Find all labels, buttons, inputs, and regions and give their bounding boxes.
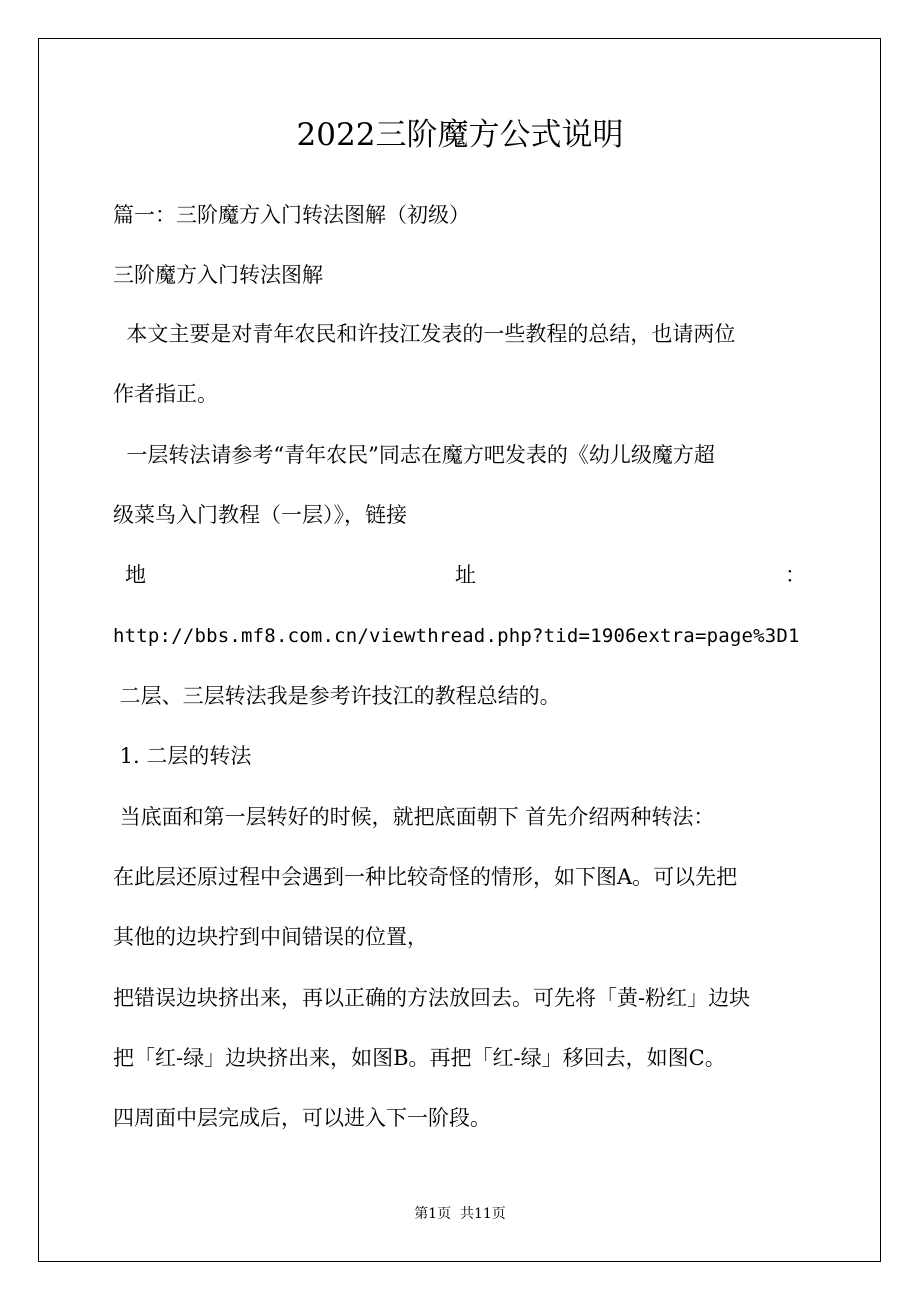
address-line <box>113 560 806 590</box>
paragraph-line: 二层、三层转法我是参考许技江的教程总结的。 <box>113 684 561 708</box>
paragraph-line: 作者指正。 <box>113 382 218 406</box>
numbered-heading: 1. 二层的转法 <box>113 744 252 768</box>
address-label-middle: 址 <box>455 563 476 587</box>
paragraph-line: 当底面和第一层转好的时候，就把底面朝下 首先介绍两种转法： <box>113 805 715 829</box>
address-colon: ： <box>785 563 806 587</box>
paragraph-line: 一层转法请参考“青年农民”同志在魔方吧发表的《幼儿级魔方超 <box>113 443 715 467</box>
page-footer: 第1页 共11页 <box>414 1206 506 1222</box>
paragraph-line: 级菜鸟入门教程（一层）》，链接 <box>113 503 407 527</box>
paragraph-line: 在此层还原过程中会遇到一种比较奇怪的情形，如下图A。可以先把 <box>113 865 738 889</box>
address-label-left: 地 <box>125 563 146 587</box>
document-title: 2022三阶魔方公式说明 <box>296 117 624 153</box>
paragraph-line: 把「红-绿」边块挤出来，如图B。再把「红-绿」移回去，如图C。 <box>113 1046 726 1070</box>
subheading: 三阶魔方入门转法图解 <box>113 263 323 287</box>
url-link[interactable]: http://bbs.mf8.com.cn/viewthread.php?tid=1906extra=page%3D1 <box>113 625 800 647</box>
paragraph-line: 四周面中层完成后，可以进入下一阶段。 <box>113 1106 491 1130</box>
section-heading: 篇一：三阶魔方入门转法图解（初级） <box>113 203 470 227</box>
paragraph-line: 本文主要是对青年农民和许技江发表的一些教程的总结，也请两位 <box>113 322 736 346</box>
paragraph-line: 其他的边块拧到中间错误的位置， <box>113 925 428 949</box>
paragraph-line: 把错误边块挤出来，再以正确的方法放回去。可先将「黄-粉红」边块 <box>113 986 751 1010</box>
